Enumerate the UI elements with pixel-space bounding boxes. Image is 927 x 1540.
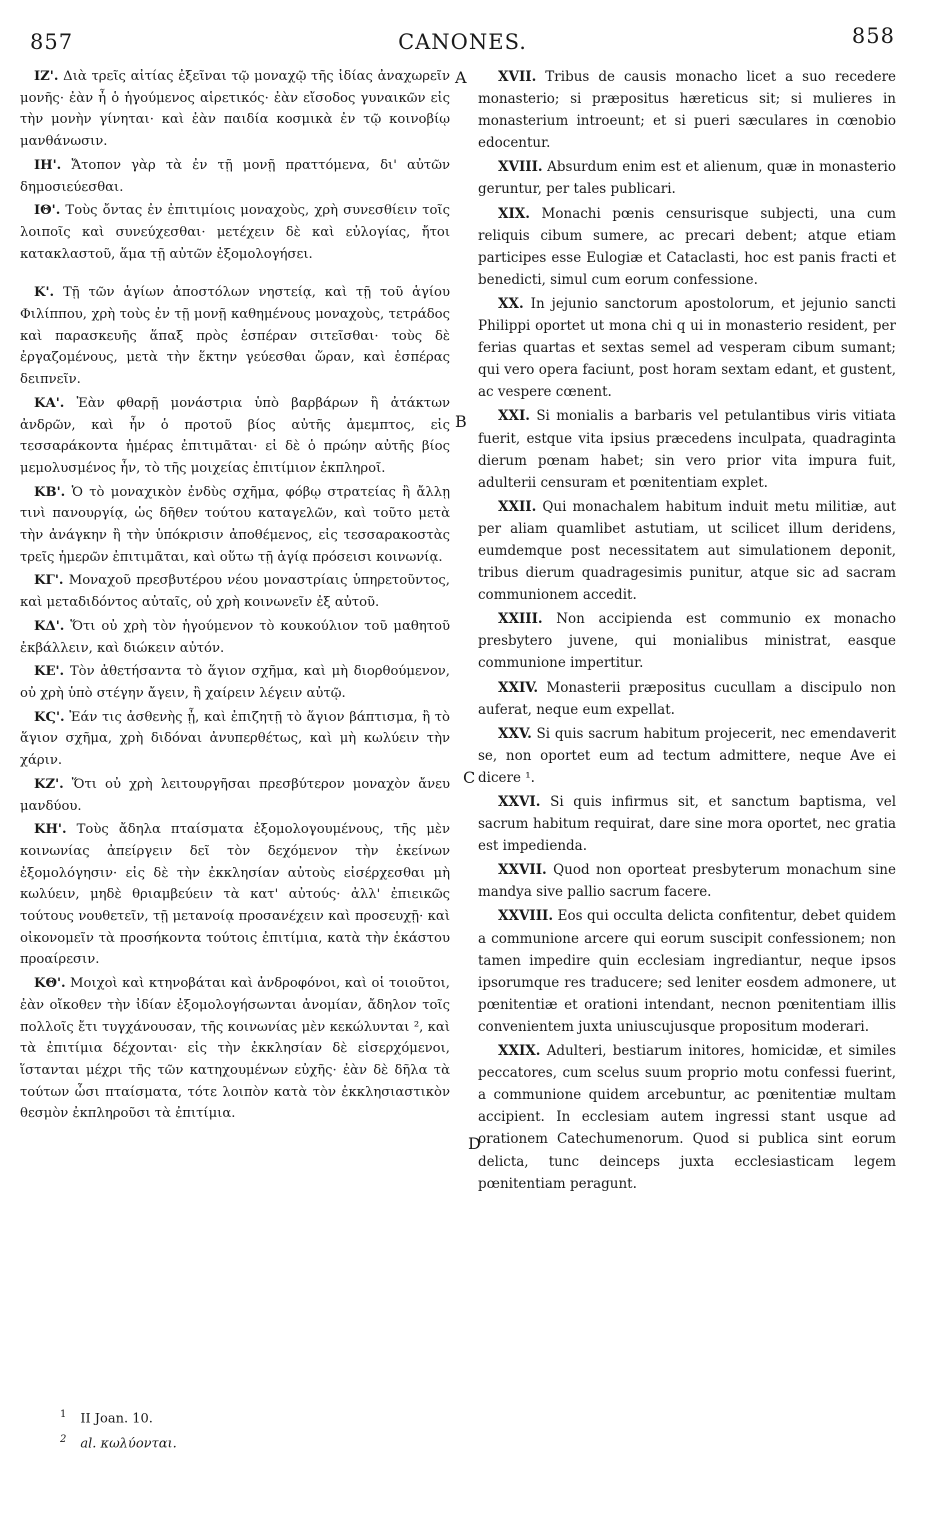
canon-text: Eos qui occulta delicta confitentur, debet quidem a communione arcere qui eorum suscipit confessionem; non tamen impedire quin ecclesiam ingrediantur, neque ipsos ipsorumque res traducere; sed leniter eosdem admonere, ut pœnitentiæ et orationi intendant, necnon pœnitentiam illis convenientem juxta uniuscujusque propositum moderari. (478, 908, 897, 1035)
canon-text: Ἐάν τις ἀσθενὴς ᾖ, καὶ ἐπιζητῇ τὸ ἅγιον βάπτισμα, ἢ τὸ ἅγιον σχῆμα, χρὴ διδόναι ἀνυπερθέτως, καὶ μὴ κωλύειν τὴν χάριν. (20, 709, 450, 769)
canon-text: Qui monachalem habitum induit metu militiæ, aut per aliam quamlibet astutiam, ut scilicet illum deridens, eumdemque post necessitatem aut simulationem deponit, tribus dierum quadragesimis punitur, atque sic ad sacram communionem accedit. (478, 498, 896, 604)
canon-text: In jejunio sanctorum apostolorum, et jejunio sancti Philippi oportet ut mona chi q ui in monasterio resident, per ferias quartas et sextas semel ad vesperam cibum sumant; qui vero opera faciunt, post horam sextam edant, et gustent, ac vespere cœnent. (478, 295, 896, 401)
margin-marker-c: C (463, 768, 476, 787)
canon-number: XIX. (498, 205, 530, 222)
canon-number: ΚΖ'. (34, 776, 64, 792)
canon-number: XXVIII. (498, 908, 554, 925)
canon-text: Ἐὰν φθαρῇ μονάστρια ὑπὸ βαρβάρων ἢ ἀτάκτων ἀνδρῶν, καὶ ἦν ὁ προτοῦ βίος αὐτῆς ἀμεμπτος, εἰς τεσσαράκοντα ἡμέρας ἐπιτιμᾶται· εἰ δὲ ὁ πρώην αὐτῆς βίος μεμολυσμένος ἦν, τὸ τῆς μοιχείας ἐπιτίμιον ἐκπληροῖ. (20, 395, 450, 476)
footnote-text: II Joan. 10. (80, 1411, 153, 1427)
greek-canon-29 (20, 973, 450, 1125)
canon-number: ΚΗ'. (34, 822, 67, 838)
latin-canon-25 (478, 723, 896, 789)
canon-number: Κ'. (34, 285, 55, 301)
greek-canon-28 (20, 819, 450, 971)
canon-number: ΙΗ'. (34, 157, 62, 173)
canon-number: XXIV. (498, 679, 539, 696)
margin-marker-b: B (455, 412, 467, 431)
canon-text: Ἄτοπον γὰρ τὰ ἐν τῇ μονῇ πραττόμενα, δι' αὐτῶν δημοσιεύεσθαι. (20, 157, 450, 195)
greek-canon-27 (20, 774, 450, 817)
canon-number: XXVII. (498, 862, 547, 879)
running-title: CANONES. (398, 30, 527, 54)
canon-number: XXIX. (498, 1043, 541, 1060)
canon-text: Non accipienda est communio ex monacho presbytero juvene, qui monialibus ministrat, easque communione impertitur. (478, 611, 896, 672)
greek-canon-23 (20, 570, 450, 613)
footnote-1 (60, 1404, 440, 1429)
canon-text: Monasterii præpositus cucullam a discipulo non auferat, neque eum expellat. (478, 679, 896, 718)
greek-canon-24 (20, 616, 450, 659)
canon-number: XXV. (498, 725, 532, 742)
page-number-left: 857 (30, 30, 74, 54)
canon-text: Si quis infirmus sit, et sanctum baptisma, vel sacrum habitum requirat, dare sine mora oportet, nec gratia est impedienda. (478, 794, 897, 855)
canon-number: XXVI. (498, 794, 541, 810)
greek-canon-26 (20, 707, 450, 772)
canon-number: ΙΘ'. (34, 203, 61, 219)
greek-canon-22 (20, 482, 450, 569)
canon-number: XVII. (498, 69, 537, 85)
latin-canon-21 (478, 405, 896, 493)
canon-text: Si monialis a barbaris vel petulantibus viris vitiata fuerit, estque vita ipsius præcedens inculpata, quadraginta dierum pœnam habet; sin vero prior vita impura fuit, adulterii censuram et pœnitentiam explet. (478, 408, 896, 491)
latin-canon-28 (478, 905, 896, 1038)
footnote-mark: 1 (60, 1409, 67, 1420)
canon-text: Μοιχοὶ καὶ κτηνοβάται καὶ ἀνδροφόνοι, καὶ οἱ τοιοῦτοι, ἐὰν οἴκοθεν τὴν ἰδίαν ἐξομολογήσωνται ἀνομίαν, ἄδηλον τοῖς πολλοῖς ἔτι τυγχάνουσαν, τῆς κοινωνίας μὲν κεκώλυνται ², καὶ τὰ ἐπιτίμια δέχονται· εἰς τὴν ἐκκλησίαν δὲ εἰσερχόμενοι, ἵστανται μέχρι τῆς τῶν κατηχουμένων εὐχῆς· ἐὰν δὲ δῆλα τὰ τούτων ὦσι πταίσματα, τότε λοιπὸν κατὰ τὸν ἐκκλησιαστικὸν θεσμὸν ἐκπληροῦσι τὰ ἐπιτίμια. (20, 976, 450, 1122)
canon-number: ΚΒ'. (34, 484, 66, 500)
canon-number: ΚΔ'. (34, 618, 65, 634)
margin-marker-a: A (455, 68, 467, 87)
latin-canon-29 (478, 1040, 896, 1195)
canon-number: XXIII. (498, 611, 543, 628)
canon-number: ΚϚ'. (34, 709, 65, 725)
latin-column (478, 66, 896, 1195)
greek-canon-25 (20, 661, 450, 704)
margin-marker-d: D (468, 1134, 481, 1153)
latin-canon-26 (478, 791, 896, 857)
canon-text: Si quis sacrum habitum projecerit, nec emendaverit se, non oportet eum ad tectum admittere, neque Ave ei dicere ¹. (478, 725, 896, 786)
latin-canon-20 (478, 293, 896, 403)
canon-number: ΚΕ'. (34, 664, 65, 680)
latin-canon-17 (478, 66, 896, 154)
canon-text: Μοναχοῦ πρεσβυτέρου νέου μοναστρίαις ὑπηρετοῦντος, καὶ μεταδιδόντος αὐταῖς, οὐ χρὴ κοινωνεῖν ἐξ αὐτοῦ. (20, 573, 450, 611)
latin-canon-27 (478, 859, 896, 903)
canon-number: XVIII. (498, 159, 543, 176)
page-number-right: 858 (851, 24, 895, 48)
latin-canon-23 (478, 608, 896, 674)
canon-text: Τὸν ἀθετήσαντα τὸ ἅγιον σχῆμα, καὶ μὴ διορθούμενον, οὐ χρὴ ὑπὸ στέγην ἄγειν, ἢ χαίρειν λέγειν αὐτῷ. (20, 664, 450, 701)
page-header (30, 24, 895, 64)
canon-number: ΚΓ'. (34, 573, 64, 589)
greek-canon-17 (20, 66, 450, 153)
canon-text: Monachi pœnis censurisque subjecti, una cum reliquis cibum sumere, ac precari debent; atque etiam participes esse Eulogiæ et Cataclasti, hoc est panis fracti et benedicti, simul cum eorum confessione. (478, 205, 897, 288)
footnote-mark: 2 (60, 1434, 67, 1446)
latin-canon-18 (478, 156, 896, 200)
footnotes (60, 1404, 440, 1455)
greek-canon-19 (20, 200, 450, 265)
canon-number: ΙΖ'. (34, 69, 59, 84)
footnote-2 (60, 1429, 440, 1454)
canon-text: Τοὺς ὄντας ἐν ἐπιτιμίοις μοναχοὺς, χρὴ συνεσθίειν τοῖς λοιποῖς καὶ συνεύχεσθαι· μετέχειν δὲ καὶ εὐλογίας, ἤτοι κατακλαστοῦ, ἅμα τῇ αὐτῶν ἐξομολογήσει. (20, 203, 450, 262)
canon-number: XXII. (498, 498, 537, 515)
latin-canon-19 (478, 203, 896, 291)
greek-column (20, 66, 450, 1125)
canon-text: Absurdum enim est et alienum, quæ in monasterio geruntur, per tales publicari. (478, 159, 897, 198)
canon-number: XXI. (498, 408, 530, 425)
canon-number: XX. (498, 295, 524, 312)
canon-text: Tribus de causis monacho licet a suo recedere monasterio; si præpositus hæreticus sit; si mulieres in monasterium introeunt; et si pueri sæculares in cœnobio edocentur. (478, 69, 897, 152)
canon-text: Διὰ τρεῖς αἰτίας ἐξεῖναι τῷ μοναχῷ τῆς ἰδίας ἀναχωρεῖν μονῆς· ἐὰν ἦ ὁ ἡγούμενος αἱρετικός· ἐὰν εἴσοδος γυναικῶν εἰς τὴν μονὴν γίνηται· καὶ ἐὰν παιδία κοσμικὰ ἐν τῷ κοινοβίῳ μανθάνωσιν. (20, 69, 450, 150)
canon-text: Τοὺς ἄδηλα πταίσματα ἐξομολογουμένους, τῆς μὲν κοινωνίας ἀπείργειν δεῖ τὸν δεχόμενον τὴν ἐκείνων ἐξομολόγησιν· εἰς δὲ τὴν ἐκκλησίαν αὐτοὺς εἰσέρχεσθαι μὴ κωλύειν, μηδὲ θριαμβεύειν τὰ κατ' αὐτούς· ἀλλ' ἐπιεικῶς τούτους νουθετεῖν, τῇ μετανοίᾳ προσανέχειν καὶ προσευχῇ· καὶ οἰκονομεῖν τὰ προσήκοντα τούτοις ἐπιτίμια, κατὰ τὴν ἑκάστου προαίρεσιν. (20, 822, 450, 968)
canon-text: Ὅτι οὐ χρὴ τὸν ἡγούμενον τὸ κουκούλιον τοῦ μαθητοῦ ἐκβάλλειν, καὶ διώκειν αὐτόν. (20, 618, 450, 656)
canon-text: Adulteri, bestiarum initores, homicidæ, et similes peccatores, cum scelus suum proprio motu confessi fuerint, a communione quidem arcebuntur, ac pœnitentiæ multam accipient. In ecclesiam autem ingressi stant usque ad orationem Catechumenorum. Quod si publica sint eorum delicta, tunc deinceps juxta ecclesiasticam legem pœnitentiam peragunt. (478, 1043, 896, 1192)
canon-number: ΚΘ'. (34, 976, 66, 992)
latin-canon-24 (478, 677, 896, 721)
canon-text: Ὅτι οὐ χρὴ λειτουργῆσαι πρεσβύτερον μοναχὸν ἄνευ μανδύου. (20, 776, 450, 814)
greek-canon-20 (20, 282, 450, 391)
greek-canon-21 (20, 393, 450, 480)
canon-text: Τῇ τῶν ἁγίων ἀποστόλων νηστείᾳ, καὶ τῇ τοῦ ἁγίου Φιλίππου, χρὴ τοὺς ἐν τῇ μονῇ καθημένους μοναχοὺς, τετράδος καὶ παρασκευῆς ἅπαξ πρὸς ἑσπέραν σιτεῖσθαι· τοὺς δὲ ἐργαζομένους, μετὰ τὴν ἕκτην γεύεσθαι ὥραν, καὶ ἑσπέρας δειπνεῖν. (20, 285, 450, 388)
greek-canon-18 (20, 155, 450, 198)
canon-text: Ὁ τὸ μοναχικὸν ἐνδὺς σχῆμα, φόβῳ στρατείας ἢ ἄλλῃ τινὶ πανουργίᾳ, ὡς δῆθεν τούτου καταγελῶν, καὶ τοῦτο μετὰ τὴν ἀνάγκην ἢ τὴν ὑπόκρισιν ἀποθέμενος, εἰς τεσσαρακοστὰς τρεῖς ἡμερῶν ἐπιτιμᾶται, καὶ οὕτω τῇ ἁγίᾳ πρόσεισι κοινωνίᾳ. (20, 484, 450, 565)
canon-number: ΚΑ'. (34, 395, 65, 411)
latin-canon-22 (478, 496, 896, 606)
canon-text: Quod non oporteat presbyterum monachum sine mandya sive pallio sacrum facere. (478, 862, 896, 901)
footnote-text: al. κωλύονται. (80, 1436, 177, 1452)
